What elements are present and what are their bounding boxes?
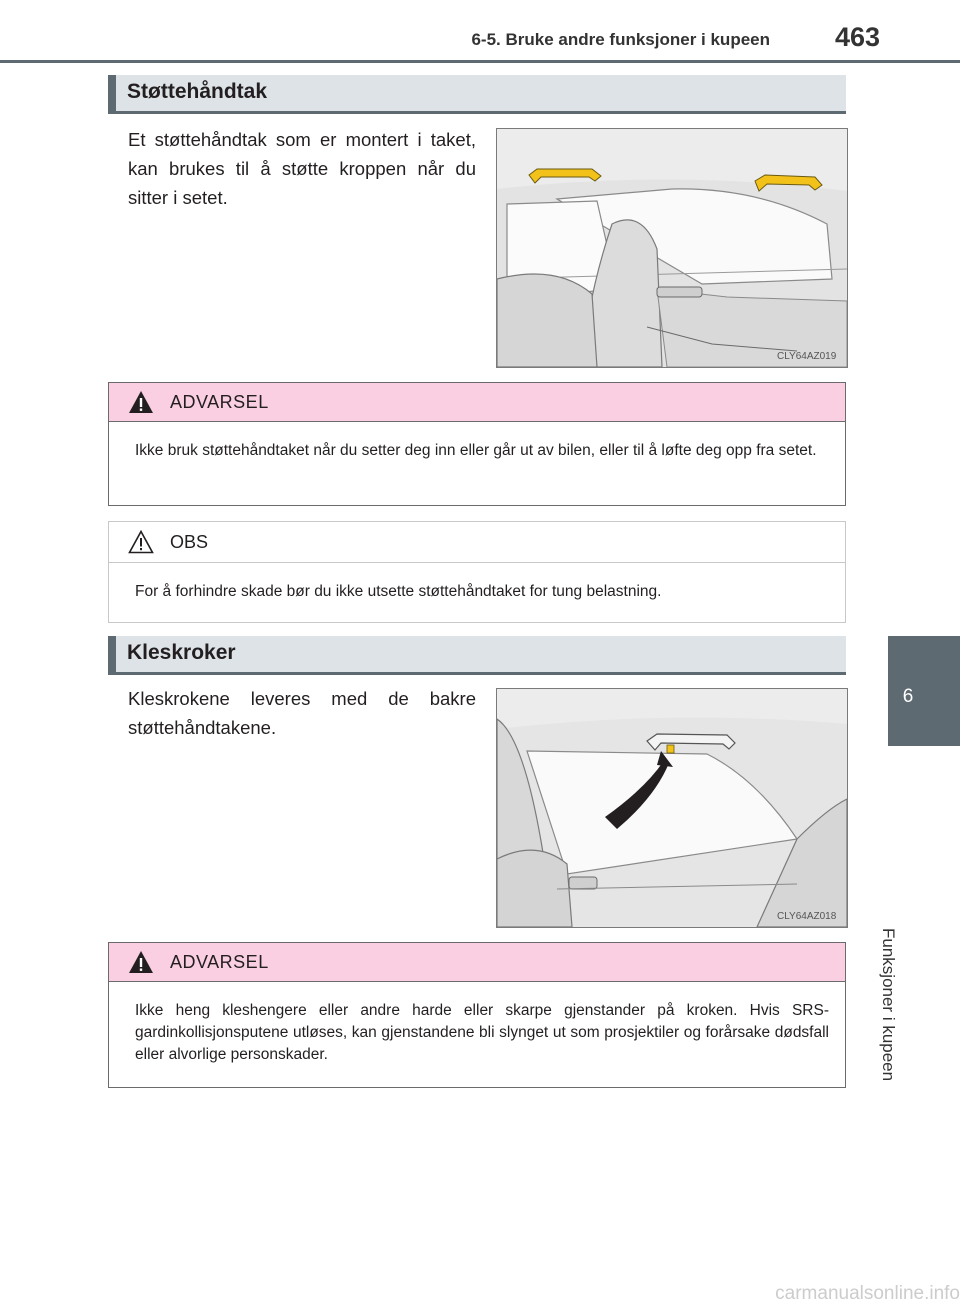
section-title: Støttehåndtak — [127, 80, 268, 103]
warning-header — [109, 943, 845, 982]
page-number: 463 — [834, 22, 880, 52]
warning-triangle-icon — [128, 390, 154, 414]
section-title: Kleskroker — [127, 641, 236, 664]
section-body-text: Kleskrokene leveres med de bakre støttehåndtakene. — [128, 688, 476, 738]
caution-triangle-icon — [128, 530, 154, 554]
notice-header — [109, 522, 845, 563]
assist-grip-illustration — [496, 128, 848, 368]
warning-box — [108, 942, 846, 1088]
running-header-section: 6-5. Bruke andre funksjoner i kupeen — [471, 30, 770, 49]
chapter-number: 6 — [902, 686, 914, 707]
section-heading-coat-hooks — [108, 636, 846, 675]
notice-label: OBS — [170, 532, 209, 552]
section-marker — [108, 75, 116, 111]
warning-header — [109, 383, 845, 422]
section-body-text: Et støttehåndtak som er montert i taket, kan brukes til å støtte kroppen når du sitter i setet. — [128, 129, 476, 208]
chapter-label-text: Funksjoner i kupeen — [879, 928, 898, 1082]
warning-label: ADVARSEL — [170, 952, 269, 972]
figure-code: CLY64AZ019 — [777, 351, 837, 362]
warning-label: ADVARSEL — [170, 392, 269, 412]
section-heading-assist-grip — [108, 75, 846, 114]
header-rule — [0, 60, 960, 63]
section-marker — [108, 636, 116, 672]
watermark: carmanualsonline.info — [775, 1283, 960, 1304]
warning-text: Ikke heng kleshengere eller andre harde eller skarpe gjenstander på kroken. Hvis SRS-gardinkollisjonsputene utløses, kan gjenstandene bli slynget ut som prosjektiler og forårsake dødsfall eller alvorlige personskader. — [135, 1002, 829, 1063]
notice-text: For å forhindre skade bør du ikke utsette støttehåndtaket for tung belastning. — [135, 583, 662, 600]
figure-code: CLY64AZ018 — [777, 911, 837, 922]
warning-triangle-icon — [128, 950, 154, 974]
coat-hook-illustration — [496, 688, 848, 928]
warning-text: Ikke bruk støttehåndtaket når du setter deg inn eller går ut av bilen, eller til å løfte deg opp fra setet. — [135, 442, 817, 459]
notice-box — [108, 521, 846, 623]
warning-box — [108, 382, 846, 506]
chapter-label — [878, 758, 938, 1082]
